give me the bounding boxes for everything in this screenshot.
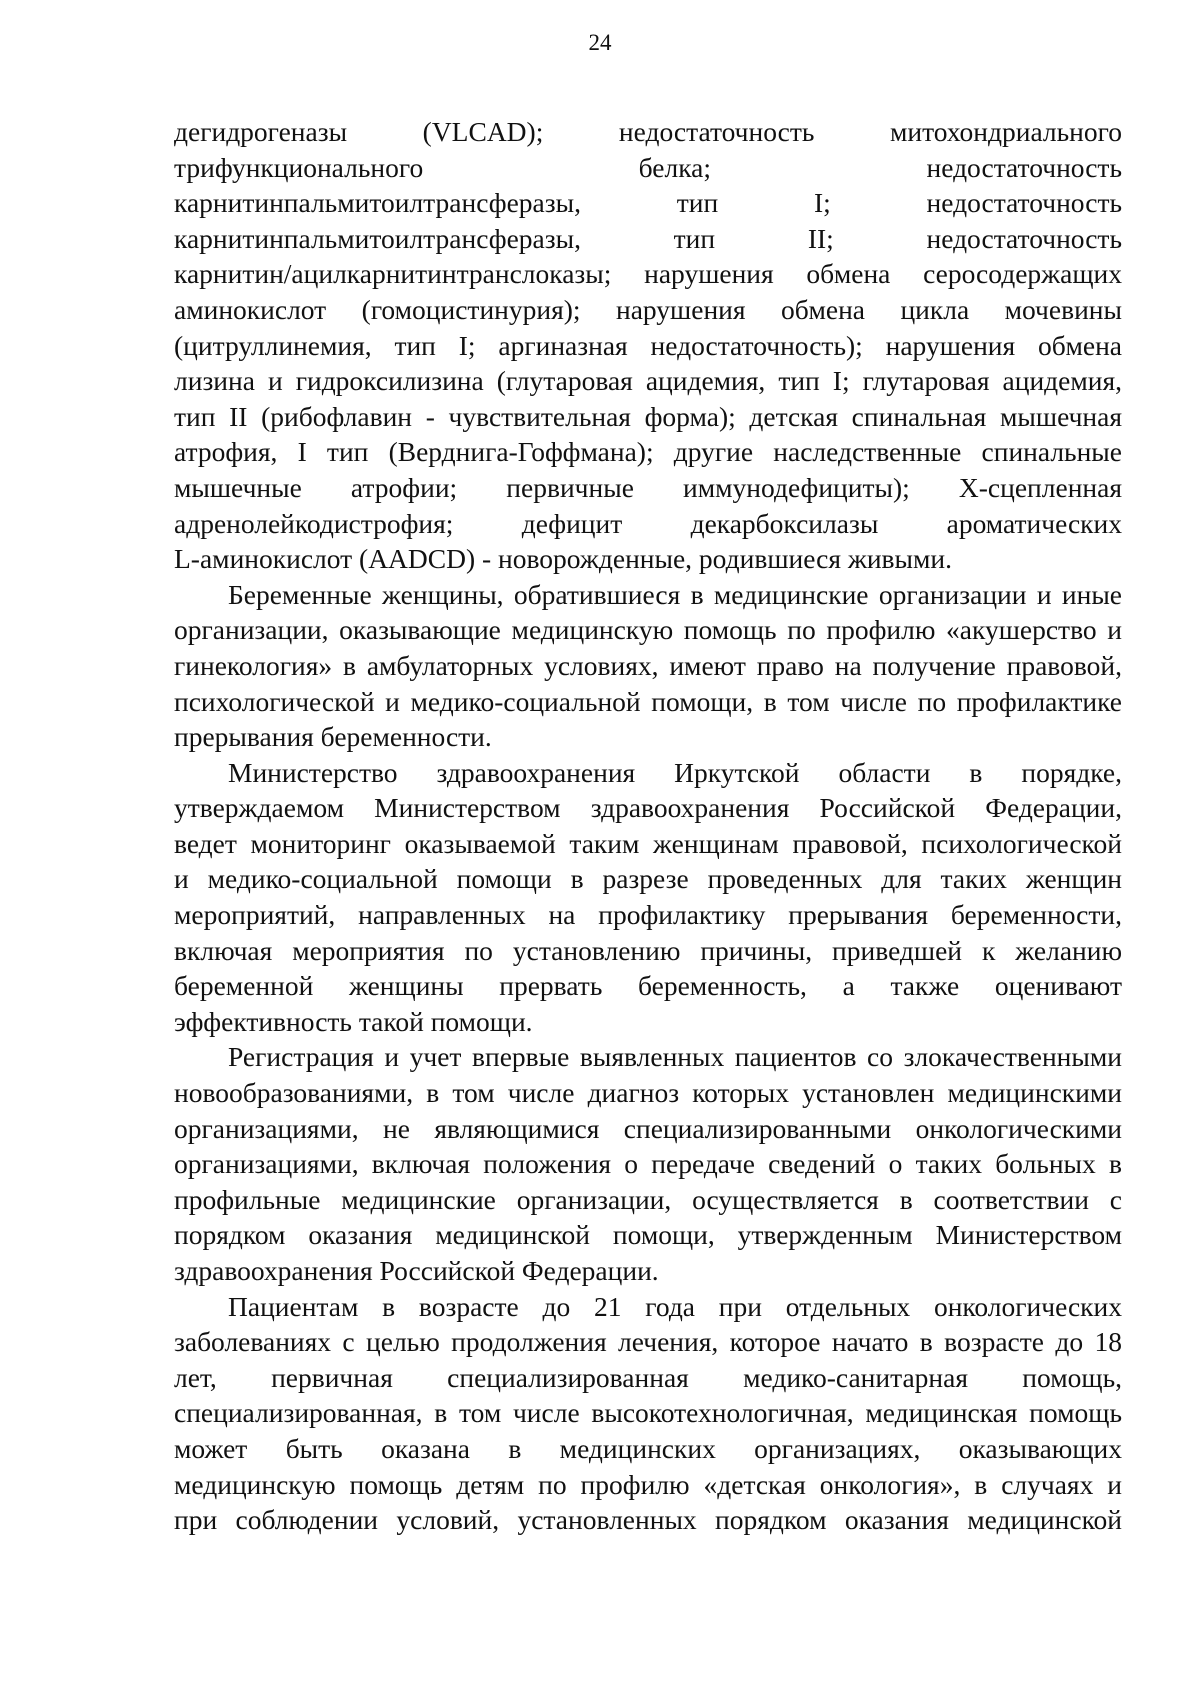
paragraph-pediatric-oncology [174,1289,1122,1538]
text-line: здравоохранения Российской Федерации. [174,1255,659,1286]
text-line: профильные медицинские организации, осуществляется в соответствии с [174,1183,1122,1215]
text-line: порядком оказания медицинской помощи, утвержденным Министерством [174,1219,1122,1251]
text-line: мероприятий, направленных на профилактику прерывания беременности, [174,899,1122,931]
text-line: беременной женщины прервать беременность, а также оценивают [174,970,1122,1002]
text-line: адренолейкодистрофия; дефицит декарбоксилазы ароматических [174,507,1122,539]
text-line: тип II (рибофлавин - чувствительная форма); детская спинальная мышечная [174,400,1122,432]
paragraph-ministry-monitoring [174,755,1122,1040]
text-line: L-аминокислот (AADCD) - новорожденные, родившиеся живыми. [174,543,953,575]
text-line: трифункционального белка; недостаточность [174,151,1122,183]
document-body [174,114,1122,1538]
text-line: может быть оказана в медицинских организациях, оказывающих [174,1432,1122,1464]
text-line: Министерство здравоохранения Иркутской области в порядке, [228,756,1122,788]
text-line: организациями, включая положения о передаче сведений о таких больных в [174,1148,1122,1180]
paragraph-newborn-screening-diseases [174,114,1122,577]
text-line: организациями, не являющимися специализированными онкологическими [174,1112,1122,1144]
text-line: прерывания беременности. [174,721,492,753]
text-line: медицинскую помощь детям по профилю «детская онкология», в случаях и [174,1468,1122,1500]
text-line: Пациентам в возрасте до 21 года при отдельных онкологических [228,1290,1122,1322]
text-line: психологической и медико-социальной помощи, в том числе по профилактике [174,685,1122,717]
text-line: карнитинпальмитоилтрансферазы, тип II; недостаточность [174,222,1122,254]
text-line: Беременные женщины, обратившиеся в медицинские организации и иные [228,578,1122,610]
text-line: лизина и гидроксилизина (глутаровая ацидемия, тип I; глутаровая ацидемия, [174,365,1122,397]
text-line: (цитруллинемия, тип I; аргиназная недостаточность); нарушения обмена [174,329,1122,361]
text-line: гинекология» в амбулаторных условиях, имеют право на получение правовой, [174,649,1122,681]
text-line: и медико-социальной помощи в разрезе проведенных для таких женщин [174,863,1122,895]
text-line: ведет мониторинг оказываемой таким женщинам правовой, психологической [174,827,1122,859]
text-line: специализированная, в том числе высокотехнологичная, медицинская помощь [174,1397,1122,1429]
text-line: лет, первичная специализированная медико-санитарная помощь, [174,1361,1122,1393]
text-line: дегидрогеназы (VLCAD); недостаточность митохондриального [174,116,1122,147]
paragraph-oncology-registration [174,1039,1122,1288]
text-line: новообразованиями, в том числе диагноз которых установлен медицинскими [174,1077,1122,1109]
text-line: включая мероприятия по установлению причины, приведшей к желанию [174,934,1122,966]
paragraph-pregnant-women-assistance [174,577,1122,755]
text-line: аминокислот (гомоцистинурия); нарушения обмена цикла мочевины [174,293,1122,325]
text-line: утверждаемом Министерством здравоохранения Российской Федерации, [174,792,1122,824]
page-number: 24 [588,30,612,55]
text-line: заболеваниях с целью продолжения лечения, которое начато в возрасте до 18 [174,1326,1122,1358]
text-line: эффективность такой помощи. [174,1005,533,1037]
text-line: атрофия, I тип (Верднига-Гоффмана); другие наследственные спинальные [174,436,1122,468]
text-line: организации, оказывающие медицинскую помощь по профилю «акушерство и [174,614,1122,646]
text-line: мышечные атрофии; первичные иммунодефициты); Х-сцепленная [174,471,1122,503]
text-line: Регистрация и учет впервые выявленных пациентов со злокачественными [228,1041,1122,1073]
text-line: карнитин/ацилкарнитинтранслоказы; нарушения обмена серосодержащих [174,258,1122,290]
text-line: карнитинпальмитоилтрансферазы, тип I; недостаточность [174,187,1122,219]
text-line: при соблюдении условий, установленных порядком оказания медицинской [174,1504,1122,1536]
